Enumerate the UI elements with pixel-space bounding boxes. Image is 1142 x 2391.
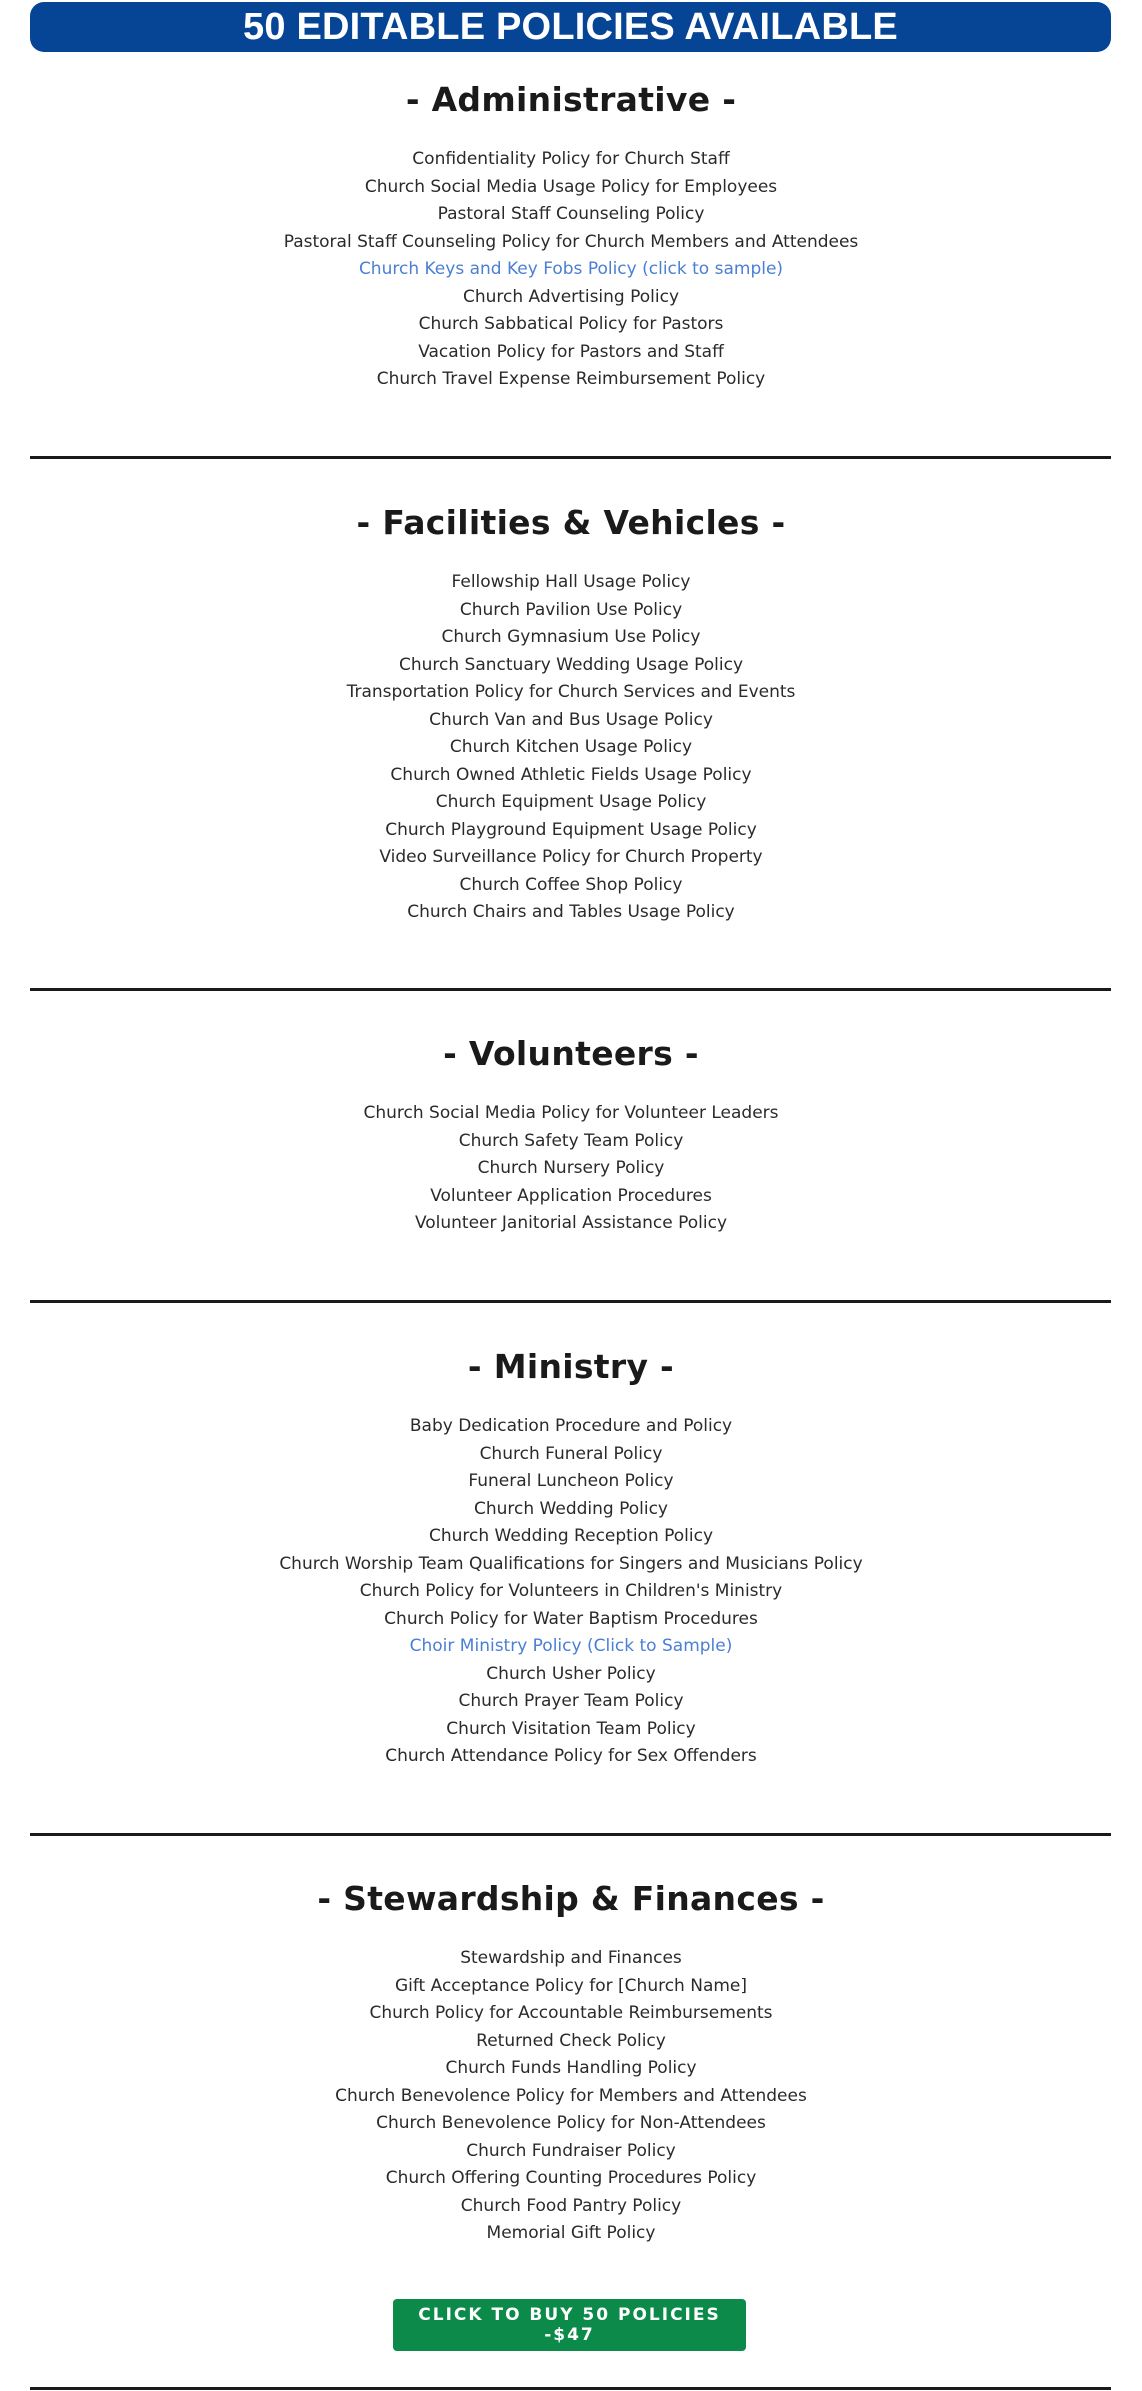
- policy-item: Church Offering Counting Procedures Policy: [385, 2168, 757, 2188]
- policy-item: Church Policy for Volunteers in Children's Ministry: [359, 1581, 783, 1601]
- policy-item: Church Travel Expense Reimbursement Policy: [376, 369, 766, 389]
- policy-item: Church Benevolence Policy for Non-Attendees: [376, 2113, 766, 2133]
- policy-item: Church Safety Team Policy: [458, 1130, 684, 1151]
- policy-item: Pastoral Staff Counseling Policy for Church Members and Attendees: [283, 231, 859, 252]
- policy-item: Vacation Policy for Pastors and Staff: [418, 341, 724, 362]
- policy-item: Volunteer Application Procedures: [430, 1185, 712, 1206]
- policy-item: Church Food Pantry Policy: [460, 2195, 682, 2216]
- policy-item: Church Owned Athletic Fields Usage Policy: [390, 764, 752, 785]
- section-title: - Administrative -: [405, 80, 737, 119]
- section-ministry: [0, 1347, 1142, 1771]
- policy-item: Church Prayer Team Policy: [458, 1691, 684, 1711]
- section-title: - Ministry -: [467, 1347, 675, 1386]
- policy-item: Memorial Gift Policy: [486, 2223, 656, 2243]
- policy-item: Church Worship Team Qualifications for Singers and Musicians Policy: [279, 1553, 863, 1574]
- banner-title: 50 EDITABLE POLICIES AVAILABLE: [243, 5, 898, 48]
- header-banner: [30, 2, 1111, 52]
- policy-item: Church Playground Equipment Usage Policy: [385, 819, 757, 840]
- policy-item: Church Wedding Policy: [473, 1498, 668, 1519]
- policy-item: Church Attendance Policy for Sex Offenders: [385, 1746, 757, 1766]
- section-stewardship-finances: [0, 1879, 1142, 2248]
- policy-item: Funeral Luncheon Policy: [468, 1471, 674, 1491]
- section-title: - Volunteers -: [443, 1034, 699, 1073]
- policy-item: Church Van and Bus Usage Policy: [429, 709, 713, 730]
- policy-item: Church Benevolence Policy for Members and Attendees: [335, 2085, 807, 2106]
- policy-item: Transportation Policy for Church Services and Events: [346, 682, 796, 702]
- policy-list: [0, 1945, 1142, 2248]
- policy-item: Church Funeral Policy: [479, 1443, 663, 1464]
- policy-list: [0, 569, 1142, 927]
- policy-item: Church Visitation Team Policy: [446, 1718, 696, 1739]
- policy-item: Church Sanctuary Wedding Usage Policy: [398, 654, 744, 675]
- policy-item: Church Chairs and Tables Usage Policy: [407, 902, 735, 922]
- policy-item: Pastoral Staff Counseling Policy: [437, 204, 705, 224]
- section-divider: [30, 1833, 1111, 1836]
- policy-sample-link[interactable]: Church Keys and Key Fobs Policy (click to sample): [358, 259, 784, 279]
- section-volunteers: [0, 1034, 1142, 1238]
- policy-item: Stewardship and Finances: [460, 1948, 682, 1968]
- policy-list: [0, 146, 1142, 394]
- policy-item: Church Coffee Shop Policy: [459, 874, 683, 895]
- section-divider: [30, 2387, 1111, 2390]
- policy-item: Confidentiality Policy for Church Staff: [412, 149, 730, 169]
- policy-item: Church Social Media Usage Policy for Employees: [364, 176, 778, 197]
- policy-item: Church Sabbatical Policy for Pastors: [418, 314, 724, 334]
- policy-list: [0, 1413, 1142, 1771]
- policy-item: Returned Check Policy: [476, 2030, 666, 2051]
- policy-item: Video Surveillance Policy for Church Property: [379, 847, 763, 867]
- policy-item: Church Wedding Reception Policy: [428, 1526, 714, 1546]
- policy-item: Baby Dedication Procedure and Policy: [409, 1416, 733, 1436]
- policy-sample-link[interactable]: Choir Ministry Policy (Click to Sample): [409, 1636, 733, 1656]
- section-divider: [30, 1300, 1111, 1303]
- policy-item: Church Policy for Water Baptism Procedures: [384, 1608, 758, 1629]
- policy-item: Church Policy for Accountable Reimbursements: [369, 2003, 773, 2023]
- section-administrative: [0, 80, 1142, 394]
- policy-item: Gift Acceptance Policy for [Church Name]: [394, 1975, 748, 1996]
- policy-item: Church Kitchen Usage Policy: [449, 737, 693, 757]
- policy-item: Church Gymnasium Use Policy: [441, 627, 701, 647]
- policy-item: Fellowship Hall Usage Policy: [451, 572, 691, 592]
- buy-policies-button[interactable]: CLICK TO BUY 50 POLICIES -$47: [393, 2299, 746, 2351]
- policy-item: Church Social Media Policy for Volunteer Leaders: [363, 1103, 779, 1123]
- policy-list: [0, 1100, 1142, 1238]
- policy-item: Church Advertising Policy: [462, 286, 680, 307]
- policy-item: Church Usher Policy: [486, 1663, 656, 1684]
- policy-item: Church Funds Handling Policy: [445, 2058, 697, 2078]
- section-divider: [30, 988, 1111, 991]
- policy-item: Church Fundraiser Policy: [466, 2140, 676, 2161]
- section-title: - Stewardship & Finances -: [317, 1879, 825, 1918]
- section-title: - Facilities & Vehicles -: [356, 503, 786, 542]
- section-facilities-vehicles: [0, 503, 1142, 927]
- policy-item: Volunteer Janitorial Assistance Policy: [414, 1213, 728, 1233]
- policy-item: Church Equipment Usage Policy: [435, 792, 707, 812]
- policy-item: Church Nursery Policy: [477, 1158, 665, 1178]
- section-divider: [30, 456, 1111, 459]
- policy-item: Church Pavilion Use Policy: [459, 599, 683, 620]
